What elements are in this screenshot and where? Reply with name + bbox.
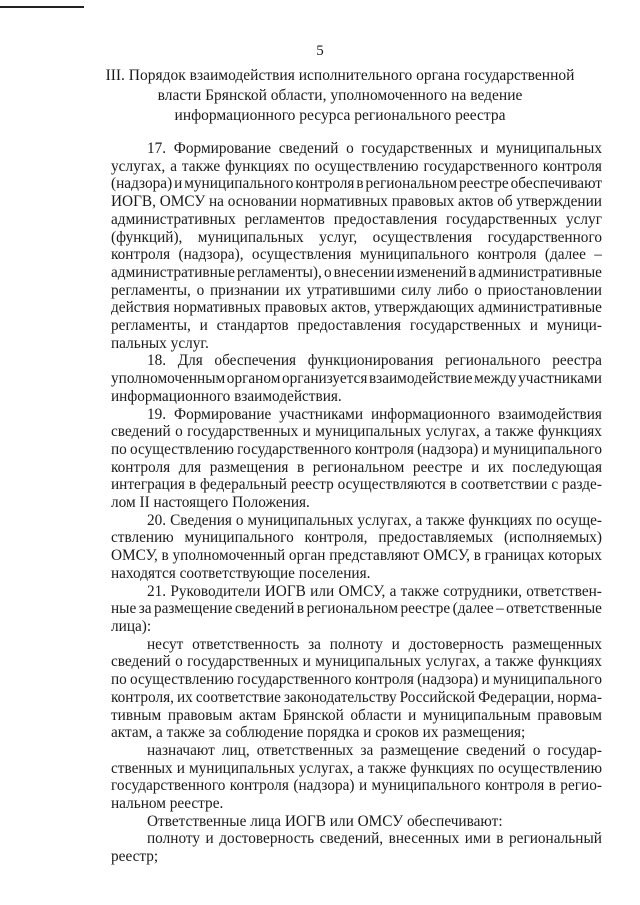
body-line: уполномоченным органом организуется взаимодействие между участниками <box>111 370 602 388</box>
body-line: сведений о государственных и муниципальных услугах, а также функциях <box>111 653 602 671</box>
body-line: ные за размещение сведений в региональном реестре (далее – ответственные <box>111 600 602 618</box>
body-line: административных регламентов предоставления государственных услуг <box>111 210 602 228</box>
body-line: действия нормативных правовых актов, утверждающих административные <box>111 299 602 317</box>
body-line: контроля для размещения в региональном реестре и их последующая <box>111 458 602 476</box>
body-line: пальных услуг. <box>111 334 209 352</box>
body-line: полноту и достоверность сведений, внесенных ими в региональный <box>147 830 602 848</box>
body-line: ствлению муниципального контроля, предоставляемых (исполняемых) <box>111 529 602 547</box>
heading-line: информационного ресурса регионального реестра <box>174 107 506 124</box>
body-line: находятся соответствующие поселения. <box>111 564 371 582</box>
body-line: 19. Формирование участниками информационного взаимодействия <box>147 405 602 423</box>
body-line: лом II настоящего Положения. <box>111 494 310 512</box>
heading-line: III. Порядок взаимодействия исполнительного органа государственной <box>105 67 575 84</box>
body-line: контроля, их соответствие законодательству Российской Федерации, норма- <box>111 688 602 706</box>
heading-line: власти Брянской области, уполномоченного на ведение <box>157 87 523 104</box>
section-heading <box>100 66 580 126</box>
page-number: 5 <box>316 43 324 59</box>
body-line: ственных и муниципальных услугах, а также функциях по осуществлению <box>111 759 602 777</box>
body-line: назначают лиц, ответственных за размещение сведений о государ- <box>147 741 602 759</box>
body-line: 20. Сведения о муниципальных услугах, а также функциях по осуще- <box>147 511 602 529</box>
body-line: тивным правовым актам Брянской области и муниципальным правовым <box>111 706 602 724</box>
body-text <box>111 140 602 866</box>
body-line: (функций), муниципальных услуг, осуществления государственного <box>111 228 602 246</box>
body-line: нальном реестре. <box>111 795 224 813</box>
body-line: ОМСУ, в уполномоченный орган представляют ОМСУ, в границах которых <box>111 547 602 565</box>
body-line: лица): <box>111 617 152 635</box>
body-line: 18. Для обеспечения функционирования регионального реестра <box>147 352 602 370</box>
body-line: сведений о государственных и муниципальных услугах, а также функциях <box>111 423 602 441</box>
body-line: административные регламенты), о внесении изменений в административные <box>111 263 602 281</box>
top-rule <box>0 6 84 8</box>
body-line: регламенты, и стандартов предоставления государственных и муници- <box>111 317 602 335</box>
body-line: ИОГВ, ОМСУ на основании нормативных правовых актов об утверждении <box>111 193 602 211</box>
body-line: информационного взаимодействия. <box>111 387 342 405</box>
body-line: несут ответственность за полноту и достоверность размещенных <box>147 635 602 653</box>
body-line: 21. Руководители ИОГВ или ОМСУ, а также сотрудники, ответствен- <box>147 582 602 600</box>
body-line: (надзора) и муниципального контроля в региональном реестре обеспечивают <box>111 175 602 193</box>
body-line: интеграция в федеральный реестр осуществляются в соответствии с разде- <box>111 476 602 494</box>
body-line: регламенты, о признании их утратившими силу либо о приостановлении <box>111 281 602 299</box>
body-line: контроля (надзора), осуществления муниципального контроля (далее – <box>111 246 602 264</box>
body-line: актам, а также за соблюдение порядка и сроков их размещения; <box>111 724 526 742</box>
body-line: реестр; <box>111 848 159 866</box>
body-line: услугах, а также функциях по осуществлению государственного контроля <box>111 157 602 175</box>
body-line: 17. Формирование сведений о государственных и муниципальных <box>147 140 602 157</box>
body-line: государственного контроля (надзора) и муниципального контроля в регио- <box>111 777 602 795</box>
body-line: по осуществлению государственного контроля (надзора) и муниципального <box>111 671 602 689</box>
body-line: по осуществлению государственного контроля (надзора) и муниципального <box>111 440 602 458</box>
body-line: Ответственные лица ИОГВ или ОМСУ обеспечивают: <box>147 812 503 830</box>
